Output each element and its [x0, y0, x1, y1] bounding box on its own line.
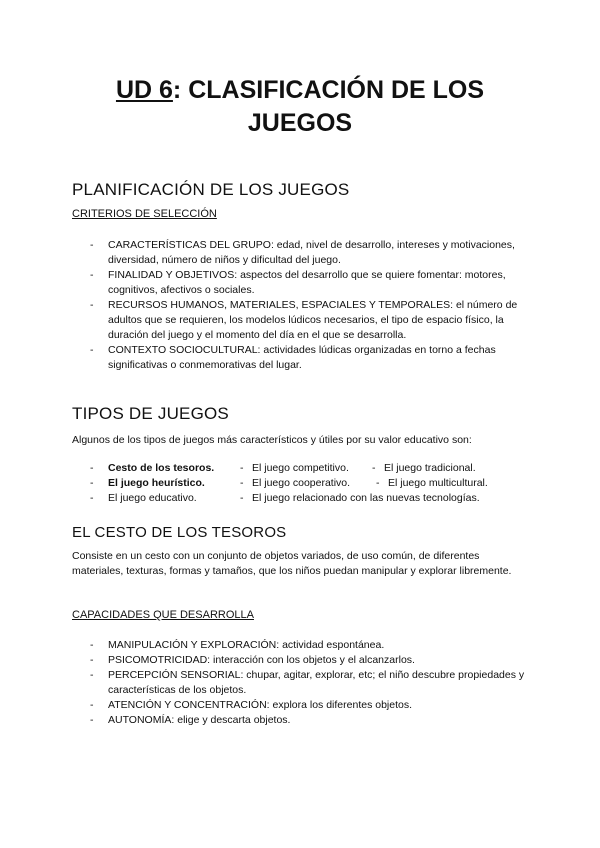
- list-item: - MANIPULACIÓN Y EXPLORACIÓN: actividad espontánea.: [90, 638, 530, 653]
- tipos-row: - El juego heurístico. - El juego cooperativo. - El juego multicultural.: [90, 477, 488, 489]
- tipos-intro: Algunos de los tipos de juegos más característicos y útiles por su valor educativo son:: [72, 434, 472, 446]
- section-heading-tipos: TIPOS DE JUEGOS: [72, 404, 229, 423]
- list-item: - PERCEPCIÓN SENSORIAL: chupar, agitar, explorar, etc; el niño descubre propiedades y características de los objetos.: [90, 668, 530, 698]
- tipos-row: - Cesto de los tesoros. - El juego competitivo. - El juego tradicional.: [90, 462, 476, 474]
- list-item: - PSICOMOTRICIDAD: interacción con los objetos y el alcanzarlos.: [90, 653, 530, 668]
- list-item: - CONTEXTO SOCIOCULTURAL: actividades lúdicas organizadas en torno a fechas significativas o conmemorativas del lugar.: [90, 343, 530, 373]
- list-item: - CARACTERÍSTICAS DEL GRUPO: edad, nivel de desarrollo, intereses y motivaciones, diversidad, número de niños y dificultad del juego.: [90, 238, 530, 268]
- section-heading-cesto: EL CESTO DE LOS TESOROS: [72, 524, 287, 541]
- capacidades-list: [90, 638, 530, 728]
- document-title: [60, 74, 540, 140]
- title-text: : CLASIFICACIÓN DE LOS: [172, 76, 485, 104]
- list-item: - FINALIDAD Y OBJETIVOS: aspectos del desarrollo que se quiere fomentar: motores, cognitivos, afectivos o sociales.: [90, 268, 530, 298]
- cesto-paragraph: Consiste en un cesto con un conjunto de objetos variados, de uso común, de diferentes materiales, texturas, formas y tamaños, que los niños puedan manipular y explorar libremente.: [72, 550, 512, 577]
- list-item: - AUTONOMÍA: elige y descarta objetos.: [90, 713, 530, 728]
- list-item: - RECURSOS HUMANOS, MATERIALES, ESPACIALES Y TEMPORALES: el número de adultos que se requieren, los modelos lúdicos necesarios, el tipo de espacio físico, la duración del juego y el momento del día en el que se desarrolla.: [90, 298, 530, 343]
- tipos-row: - El juego educativo. - El juego relacionado con las nuevas tecnologías.: [90, 492, 480, 504]
- subheading-capacidades: CAPACIDADES QUE DESARROLLA: [72, 609, 254, 621]
- subheading-criterios: CRITERIOS DE SELECCIÓN: [72, 208, 217, 220]
- title-unit: UD 6: [115, 76, 173, 104]
- section-heading-planificacion: PLANIFICACIÓN DE LOS JUEGOS: [72, 180, 350, 199]
- list-item: - ATENCIÓN Y CONCENTRACIÓN: explora los diferentes objetos.: [90, 698, 530, 713]
- title-text-line2: JUEGOS: [247, 109, 353, 137]
- criterios-list: [90, 238, 530, 373]
